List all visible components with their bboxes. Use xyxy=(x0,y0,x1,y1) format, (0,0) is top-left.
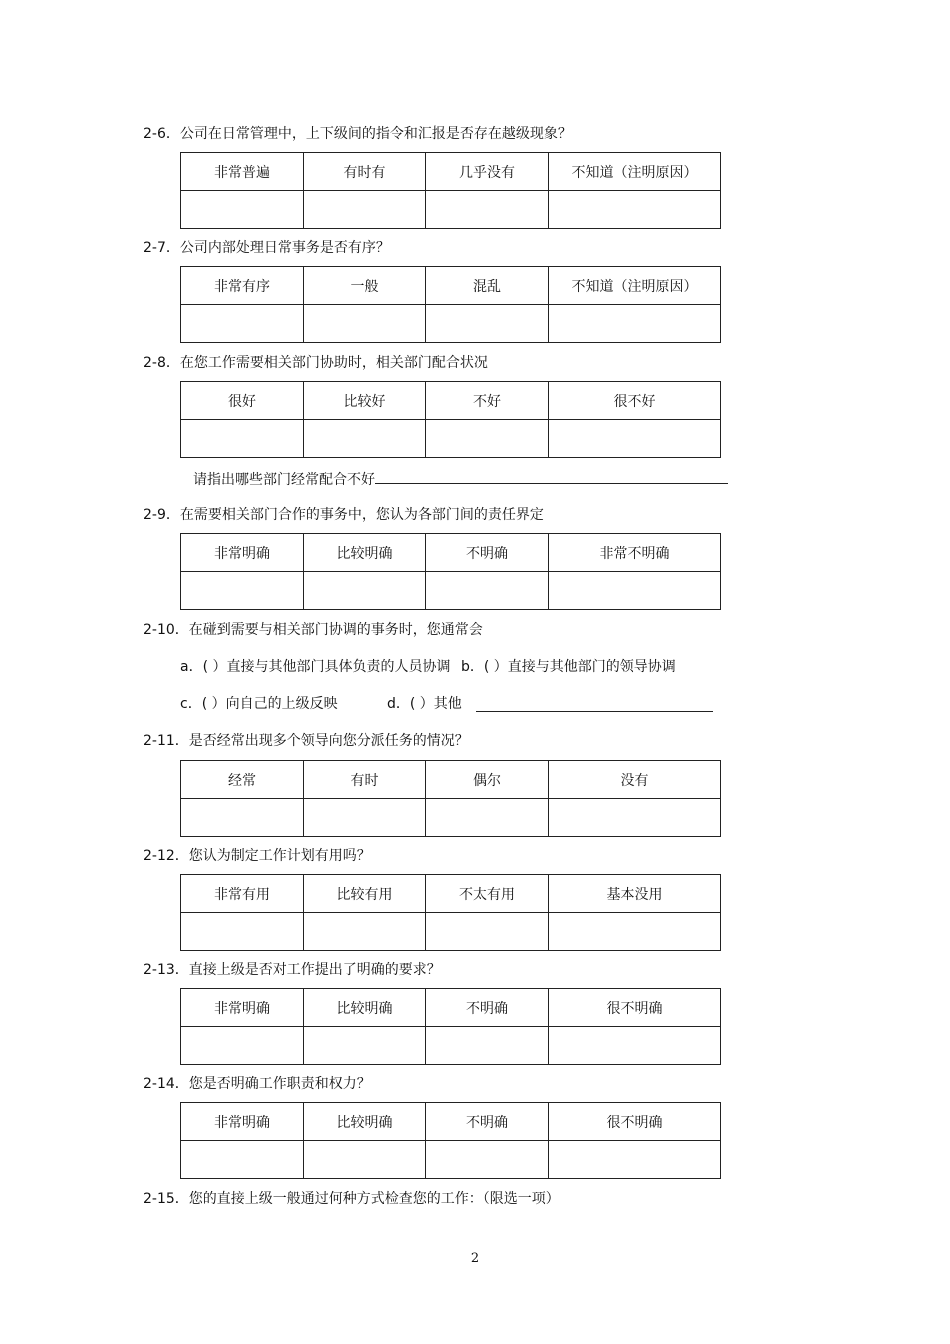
option-label: 没有 xyxy=(549,761,721,799)
options-table-2-9 xyxy=(180,533,721,610)
answer-cell[interactable] xyxy=(426,1027,549,1065)
choice-d-fill-line[interactable] xyxy=(476,697,713,712)
answer-cell[interactable] xyxy=(304,420,426,458)
answer-cell[interactable] xyxy=(181,191,304,229)
options-table-2-12 xyxy=(180,874,721,951)
option-label: 不明确 xyxy=(426,534,549,572)
options-table-2-14 xyxy=(180,1102,721,1179)
answer-cell[interactable] xyxy=(181,799,304,837)
option-label: 比较明确 xyxy=(304,534,426,572)
choice-d[interactable]: d．( ）其他 xyxy=(387,696,462,712)
option-label: 很好 xyxy=(181,382,304,420)
option-label: 非常有序 xyxy=(181,267,304,305)
answer-cell[interactable] xyxy=(426,913,549,951)
answer-cell[interactable] xyxy=(304,799,426,837)
option-label: 比较好 xyxy=(304,382,426,420)
option-label: 很不好 xyxy=(549,382,721,420)
option-label: 非常明确 xyxy=(181,534,304,572)
answer-cell[interactable] xyxy=(304,1141,426,1179)
option-label: 几乎没有 xyxy=(426,153,549,191)
answer-cell[interactable] xyxy=(426,420,549,458)
answer-cell[interactable] xyxy=(426,799,549,837)
question-title-2-6: 2-6．公司在日常管理中，上下级间的指令和汇报是否存在越级现象？ xyxy=(143,126,572,142)
answer-cell[interactable] xyxy=(426,191,549,229)
answer-cell[interactable] xyxy=(304,191,426,229)
choice-row-ab xyxy=(180,658,676,676)
question-title-2-14: 2-14．您是否明确工作职责和权力？ xyxy=(143,1076,371,1092)
followup-fill-line[interactable] xyxy=(375,469,728,484)
answer-cell[interactable] xyxy=(304,305,426,343)
question-title-2-9: 2-9．在需要相关部门合作的事务中，您认为各部门间的责任界定 xyxy=(143,507,544,523)
option-label: 不好 xyxy=(426,382,549,420)
option-label: 不知道（注明原因） xyxy=(549,267,721,305)
option-label: 非常有用 xyxy=(181,875,304,913)
answer-cell[interactable] xyxy=(304,1027,426,1065)
answer-cell[interactable] xyxy=(304,572,426,610)
question-title-2-11: 2-11．是否经常出现多个领导向您分派任务的情况？ xyxy=(143,733,469,749)
options-table-2-7 xyxy=(180,266,721,343)
answer-cell[interactable] xyxy=(304,913,426,951)
options-table-2-8 xyxy=(180,381,721,458)
question-title-2-7: 2-7．公司内部处理日常事务是否有序？ xyxy=(143,240,390,256)
option-label: 不明确 xyxy=(426,1103,549,1141)
answer-cell[interactable] xyxy=(549,913,721,951)
option-label: 比较明确 xyxy=(304,989,426,1027)
answer-cell[interactable] xyxy=(426,305,549,343)
option-label: 很不明确 xyxy=(549,989,721,1027)
options-table-2-13 xyxy=(180,988,721,1065)
answer-cell[interactable] xyxy=(549,1027,721,1065)
question-title-2-8: 2-8．在您工作需要相关部门协助时，相关部门配合状况 xyxy=(143,355,488,371)
choice-c[interactable]: c．( ）向自己的上级反映 xyxy=(180,696,338,712)
answer-cell[interactable] xyxy=(181,572,304,610)
answer-cell[interactable] xyxy=(181,305,304,343)
choice-a[interactable]: a．( ）直接与其他部门具体负责的人员协调 xyxy=(180,659,451,675)
option-label: 偶尔 xyxy=(426,761,549,799)
question-title-2-10: 2-10．在碰到需要与相关部门协调的事务时，您通常会 xyxy=(143,622,483,638)
question-title-2-13: 2-13．直接上级是否对工作提出了明确的要求？ xyxy=(143,962,441,978)
question-title-2-12: 2-12．您认为制定工作计划有用吗？ xyxy=(143,848,371,864)
option-label: 一般 xyxy=(304,267,426,305)
question-title-2-15: 2-15．您的直接上级一般通过何种方式检查您的工作：（限选一项） xyxy=(143,1191,560,1207)
option-label: 有时 xyxy=(304,761,426,799)
option-label: 不知道（注明原因） xyxy=(549,153,721,191)
option-label: 基本没用 xyxy=(549,875,721,913)
answer-cell[interactable] xyxy=(181,913,304,951)
option-label: 不明确 xyxy=(426,989,549,1027)
answer-cell[interactable] xyxy=(549,305,721,343)
answer-cell[interactable] xyxy=(181,1027,304,1065)
answer-cell[interactable] xyxy=(426,572,549,610)
option-label: 经常 xyxy=(181,761,304,799)
answer-cell[interactable] xyxy=(549,572,721,610)
option-label: 非常明确 xyxy=(181,1103,304,1141)
choice-row-cd xyxy=(180,695,462,713)
page-number: 2 xyxy=(470,1251,480,1266)
option-label: 不太有用 xyxy=(426,875,549,913)
option-label: 非常明确 xyxy=(181,989,304,1027)
answer-cell[interactable] xyxy=(181,420,304,458)
followup-label: 请指出哪些部门经常配合不好 xyxy=(193,472,375,488)
options-table-2-6 xyxy=(180,152,721,229)
answer-cell[interactable] xyxy=(181,1141,304,1179)
options-table-2-11 xyxy=(180,760,721,837)
answer-cell[interactable] xyxy=(549,420,721,458)
option-label: 比较有用 xyxy=(304,875,426,913)
answer-cell[interactable] xyxy=(549,191,721,229)
followup-2-8 xyxy=(193,469,728,489)
answer-cell[interactable] xyxy=(426,1141,549,1179)
option-label: 有时有 xyxy=(304,153,426,191)
answer-cell[interactable] xyxy=(549,799,721,837)
choice-b[interactable]: b．( ）直接与其他部门的领导协调 xyxy=(460,659,676,675)
option-label: 非常不明确 xyxy=(549,534,721,572)
answer-cell[interactable] xyxy=(549,1141,721,1179)
option-label: 比较明确 xyxy=(304,1103,426,1141)
option-label: 非常普遍 xyxy=(181,153,304,191)
option-label: 很不明确 xyxy=(549,1103,721,1141)
option-label: 混乱 xyxy=(426,267,549,305)
